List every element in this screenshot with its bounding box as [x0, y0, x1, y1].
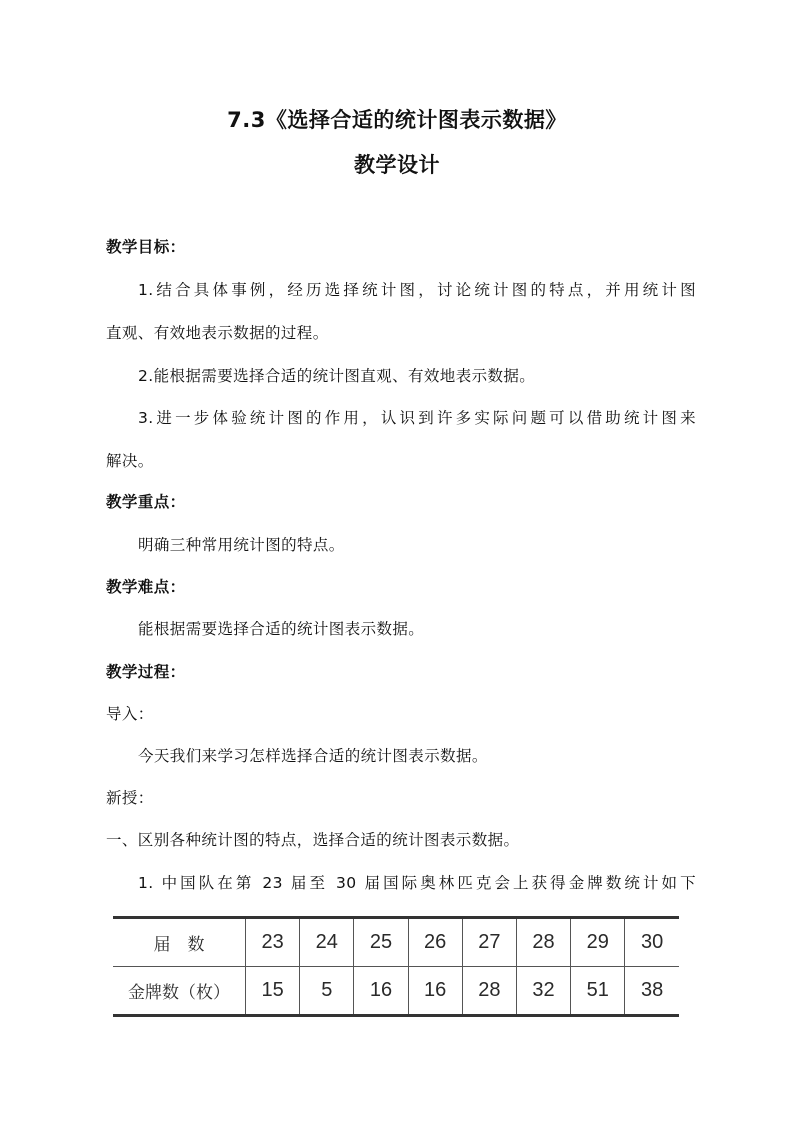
- document-subtitle: 教学设计: [354, 153, 440, 177]
- table-cell: 32: [516, 967, 570, 1016]
- medal-table: [113, 916, 679, 1017]
- example-1-text: 1. 中国队在第 23 届至 30 届国际奥林匹克会上获得金牌数统计如下: [138, 874, 696, 892]
- table-cell: 28: [516, 918, 570, 967]
- intro-label: 导入：: [106, 705, 154, 723]
- objective-3-line-1: 3.进一步体验统计图的作用，认识到许多实际问题可以借助统计图来: [138, 409, 696, 427]
- intro-text: 今天我们来学习怎样选择合适的统计图表示数据。: [138, 747, 488, 765]
- key-points-text: 明确三种常用统计图的特点。: [138, 536, 345, 554]
- table-cell: 16: [354, 967, 408, 1016]
- table-cell: 30: [625, 918, 679, 967]
- difficulties-heading: 教学难点：: [106, 578, 186, 596]
- table-cell: 24: [300, 918, 354, 967]
- table-cell: 23: [246, 918, 300, 967]
- objective-3-line-2: 解决。: [106, 452, 154, 470]
- table-cell: 26: [408, 918, 462, 967]
- table-row: [113, 967, 679, 1016]
- difficulties-text: 能根据需要选择合适的统计图表示数据。: [138, 620, 425, 638]
- objective-1-line-1: 1.结合具体事例，经历选择统计图，讨论统计图的特点，并用统计图: [138, 281, 696, 299]
- objectives-heading: 教学目标：: [106, 238, 186, 256]
- table-cell: 51: [571, 967, 625, 1016]
- objective-1-line-2: 直观、有效地表示数据的过程。: [106, 324, 329, 342]
- document-title: 7.3《选择合适的统计图表示数据》: [227, 108, 567, 132]
- table-cell: 38: [625, 967, 679, 1016]
- table-cell: 25: [354, 918, 408, 967]
- table-cell: 5: [300, 967, 354, 1016]
- objective-2: 2.能根据需要选择合适的统计图直观、有效地表示数据。: [138, 367, 536, 385]
- row-header-medals: 金牌数（枚）: [113, 967, 246, 1016]
- new-lesson-label: 新授：: [106, 789, 154, 807]
- table-cell: 29: [571, 918, 625, 967]
- process-heading: 教学过程：: [106, 663, 186, 681]
- table-cell: 28: [462, 967, 516, 1016]
- table-cell: 27: [462, 918, 516, 967]
- table-cell: 15: [246, 967, 300, 1016]
- key-points-heading: 教学重点：: [106, 493, 186, 511]
- section-1-heading: 一、区别各种统计图的特点，选择合适的统计图表示数据。: [106, 831, 520, 849]
- table-row: [113, 918, 679, 967]
- row-header-sessions: 届 数: [113, 918, 246, 967]
- table-cell: 16: [408, 967, 462, 1016]
